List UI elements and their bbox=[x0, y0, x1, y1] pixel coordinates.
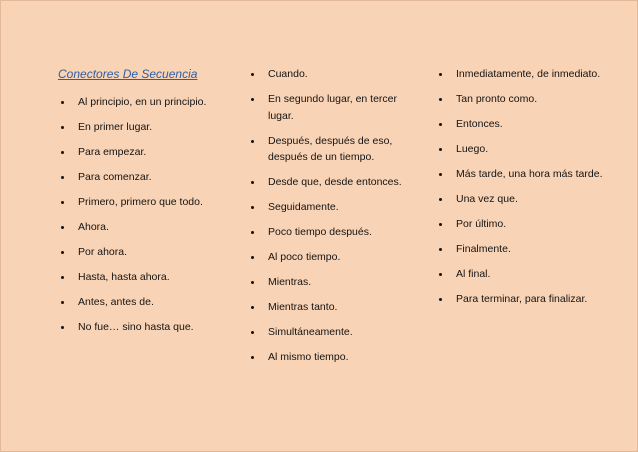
list-item-text: Ahora. bbox=[78, 221, 109, 233]
list-item-text: Por ahora. bbox=[78, 246, 128, 258]
bullet-icon bbox=[439, 198, 442, 201]
list-item-text: Poco tiempo después. bbox=[268, 226, 372, 238]
bullet-icon bbox=[439, 298, 442, 301]
list-item-text: Más tarde, una hora más tarde. bbox=[456, 168, 603, 180]
list-item-text: Después, después de eso, después de un tiempo. bbox=[268, 134, 393, 163]
list-item bbox=[58, 269, 218, 286]
bullet-icon bbox=[61, 301, 64, 304]
connector-list-1 bbox=[58, 94, 218, 336]
list-item bbox=[248, 299, 408, 316]
list-item bbox=[436, 141, 606, 158]
bullet-icon bbox=[439, 173, 442, 176]
list-item bbox=[58, 119, 218, 136]
bullet-icon bbox=[439, 73, 442, 76]
list-item-text: Antes, antes de. bbox=[78, 296, 154, 308]
bullet-icon bbox=[61, 326, 64, 329]
list-item bbox=[58, 94, 218, 111]
list-item-text: Mientras tanto. bbox=[268, 301, 338, 313]
bullet-icon bbox=[251, 331, 254, 334]
list-item bbox=[248, 249, 408, 266]
bullet-icon bbox=[439, 98, 442, 101]
list-item bbox=[58, 219, 218, 236]
list-item bbox=[58, 244, 218, 261]
list-item bbox=[436, 291, 606, 308]
list-item-text: Para terminar, para finalizar. bbox=[456, 293, 588, 305]
bullet-icon bbox=[61, 101, 64, 104]
bullet-icon bbox=[251, 140, 254, 143]
document-title: Conectores De Secuencia bbox=[58, 67, 198, 81]
list-item bbox=[248, 66, 408, 83]
list-item-text: Mientras. bbox=[268, 276, 312, 288]
bullet-icon bbox=[439, 248, 442, 251]
list-item bbox=[58, 169, 218, 186]
list-item bbox=[436, 241, 606, 258]
list-item-text: Por último. bbox=[456, 218, 507, 230]
list-item bbox=[436, 216, 606, 233]
list-item-text: En primer lugar. bbox=[78, 121, 153, 133]
list-item-text: Simultáneamente. bbox=[268, 326, 353, 338]
connector-list-2 bbox=[248, 66, 408, 366]
list-item-text: Para comenzar. bbox=[78, 171, 152, 183]
bullet-icon bbox=[251, 356, 254, 359]
connector-list-3 bbox=[436, 66, 606, 308]
bullet-icon bbox=[251, 73, 254, 76]
bullet-icon bbox=[439, 273, 442, 276]
list-item-text: Cuando. bbox=[268, 68, 308, 80]
list-item bbox=[248, 199, 408, 216]
bullet-icon bbox=[251, 98, 254, 101]
bullet-icon bbox=[439, 123, 442, 126]
list-item-text: Desde que, desde entonces. bbox=[268, 176, 402, 188]
bullet-icon bbox=[439, 148, 442, 151]
list-item bbox=[436, 66, 606, 83]
list-item bbox=[248, 349, 408, 366]
list-item-text: Tan pronto como. bbox=[456, 93, 538, 105]
list-item-text: Luego. bbox=[456, 143, 489, 155]
list-item bbox=[58, 294, 218, 311]
bullet-icon bbox=[61, 151, 64, 154]
bullet-icon bbox=[251, 256, 254, 259]
bullet-icon bbox=[61, 201, 64, 204]
column-3 bbox=[436, 62, 606, 316]
bullet-icon bbox=[61, 226, 64, 229]
list-item bbox=[436, 266, 606, 283]
list-item-text: Una vez que. bbox=[456, 193, 518, 205]
list-item-text: Al principio, en un principio. bbox=[78, 96, 207, 108]
column-1 bbox=[58, 62, 218, 344]
list-item-text: En segundo lugar, en tercer lugar. bbox=[268, 93, 398, 122]
list-item-text: Entonces. bbox=[456, 118, 503, 130]
bullet-icon bbox=[61, 276, 64, 279]
bullet-icon bbox=[251, 281, 254, 284]
list-item bbox=[248, 324, 408, 341]
bullet-icon bbox=[251, 231, 254, 234]
list-item bbox=[248, 274, 408, 291]
bullet-icon bbox=[251, 206, 254, 209]
list-item bbox=[248, 174, 408, 191]
bullet-icon bbox=[61, 126, 64, 129]
list-item bbox=[58, 319, 218, 336]
bullet-icon bbox=[439, 223, 442, 226]
list-item bbox=[436, 191, 606, 208]
list-item-text: Para empezar. bbox=[78, 146, 147, 158]
list-item bbox=[436, 166, 606, 183]
list-item-text: Primero, primero que todo. bbox=[78, 196, 203, 208]
list-item bbox=[436, 116, 606, 133]
list-item bbox=[248, 133, 408, 166]
list-item bbox=[58, 144, 218, 161]
list-item-text: Finalmente. bbox=[456, 243, 511, 255]
list-item-text: Hasta, hasta ahora. bbox=[78, 271, 170, 283]
list-item bbox=[436, 91, 606, 108]
bullet-icon bbox=[251, 181, 254, 184]
list-item-text: Inmediatamente, de inmediato. bbox=[456, 68, 601, 80]
list-item bbox=[248, 224, 408, 241]
list-item-text: Al mismo tiempo. bbox=[268, 351, 349, 363]
list-item bbox=[58, 194, 218, 211]
list-item bbox=[248, 91, 408, 124]
list-item-text: Al final. bbox=[456, 268, 491, 280]
bullet-icon bbox=[251, 306, 254, 309]
bullet-icon bbox=[61, 251, 64, 254]
column-2 bbox=[248, 62, 408, 374]
list-item-text: Al poco tiempo. bbox=[268, 251, 341, 263]
list-item-text: No fue… sino hasta que. bbox=[78, 321, 194, 333]
bullet-icon bbox=[61, 176, 64, 179]
list-item-text: Seguidamente. bbox=[268, 201, 339, 213]
